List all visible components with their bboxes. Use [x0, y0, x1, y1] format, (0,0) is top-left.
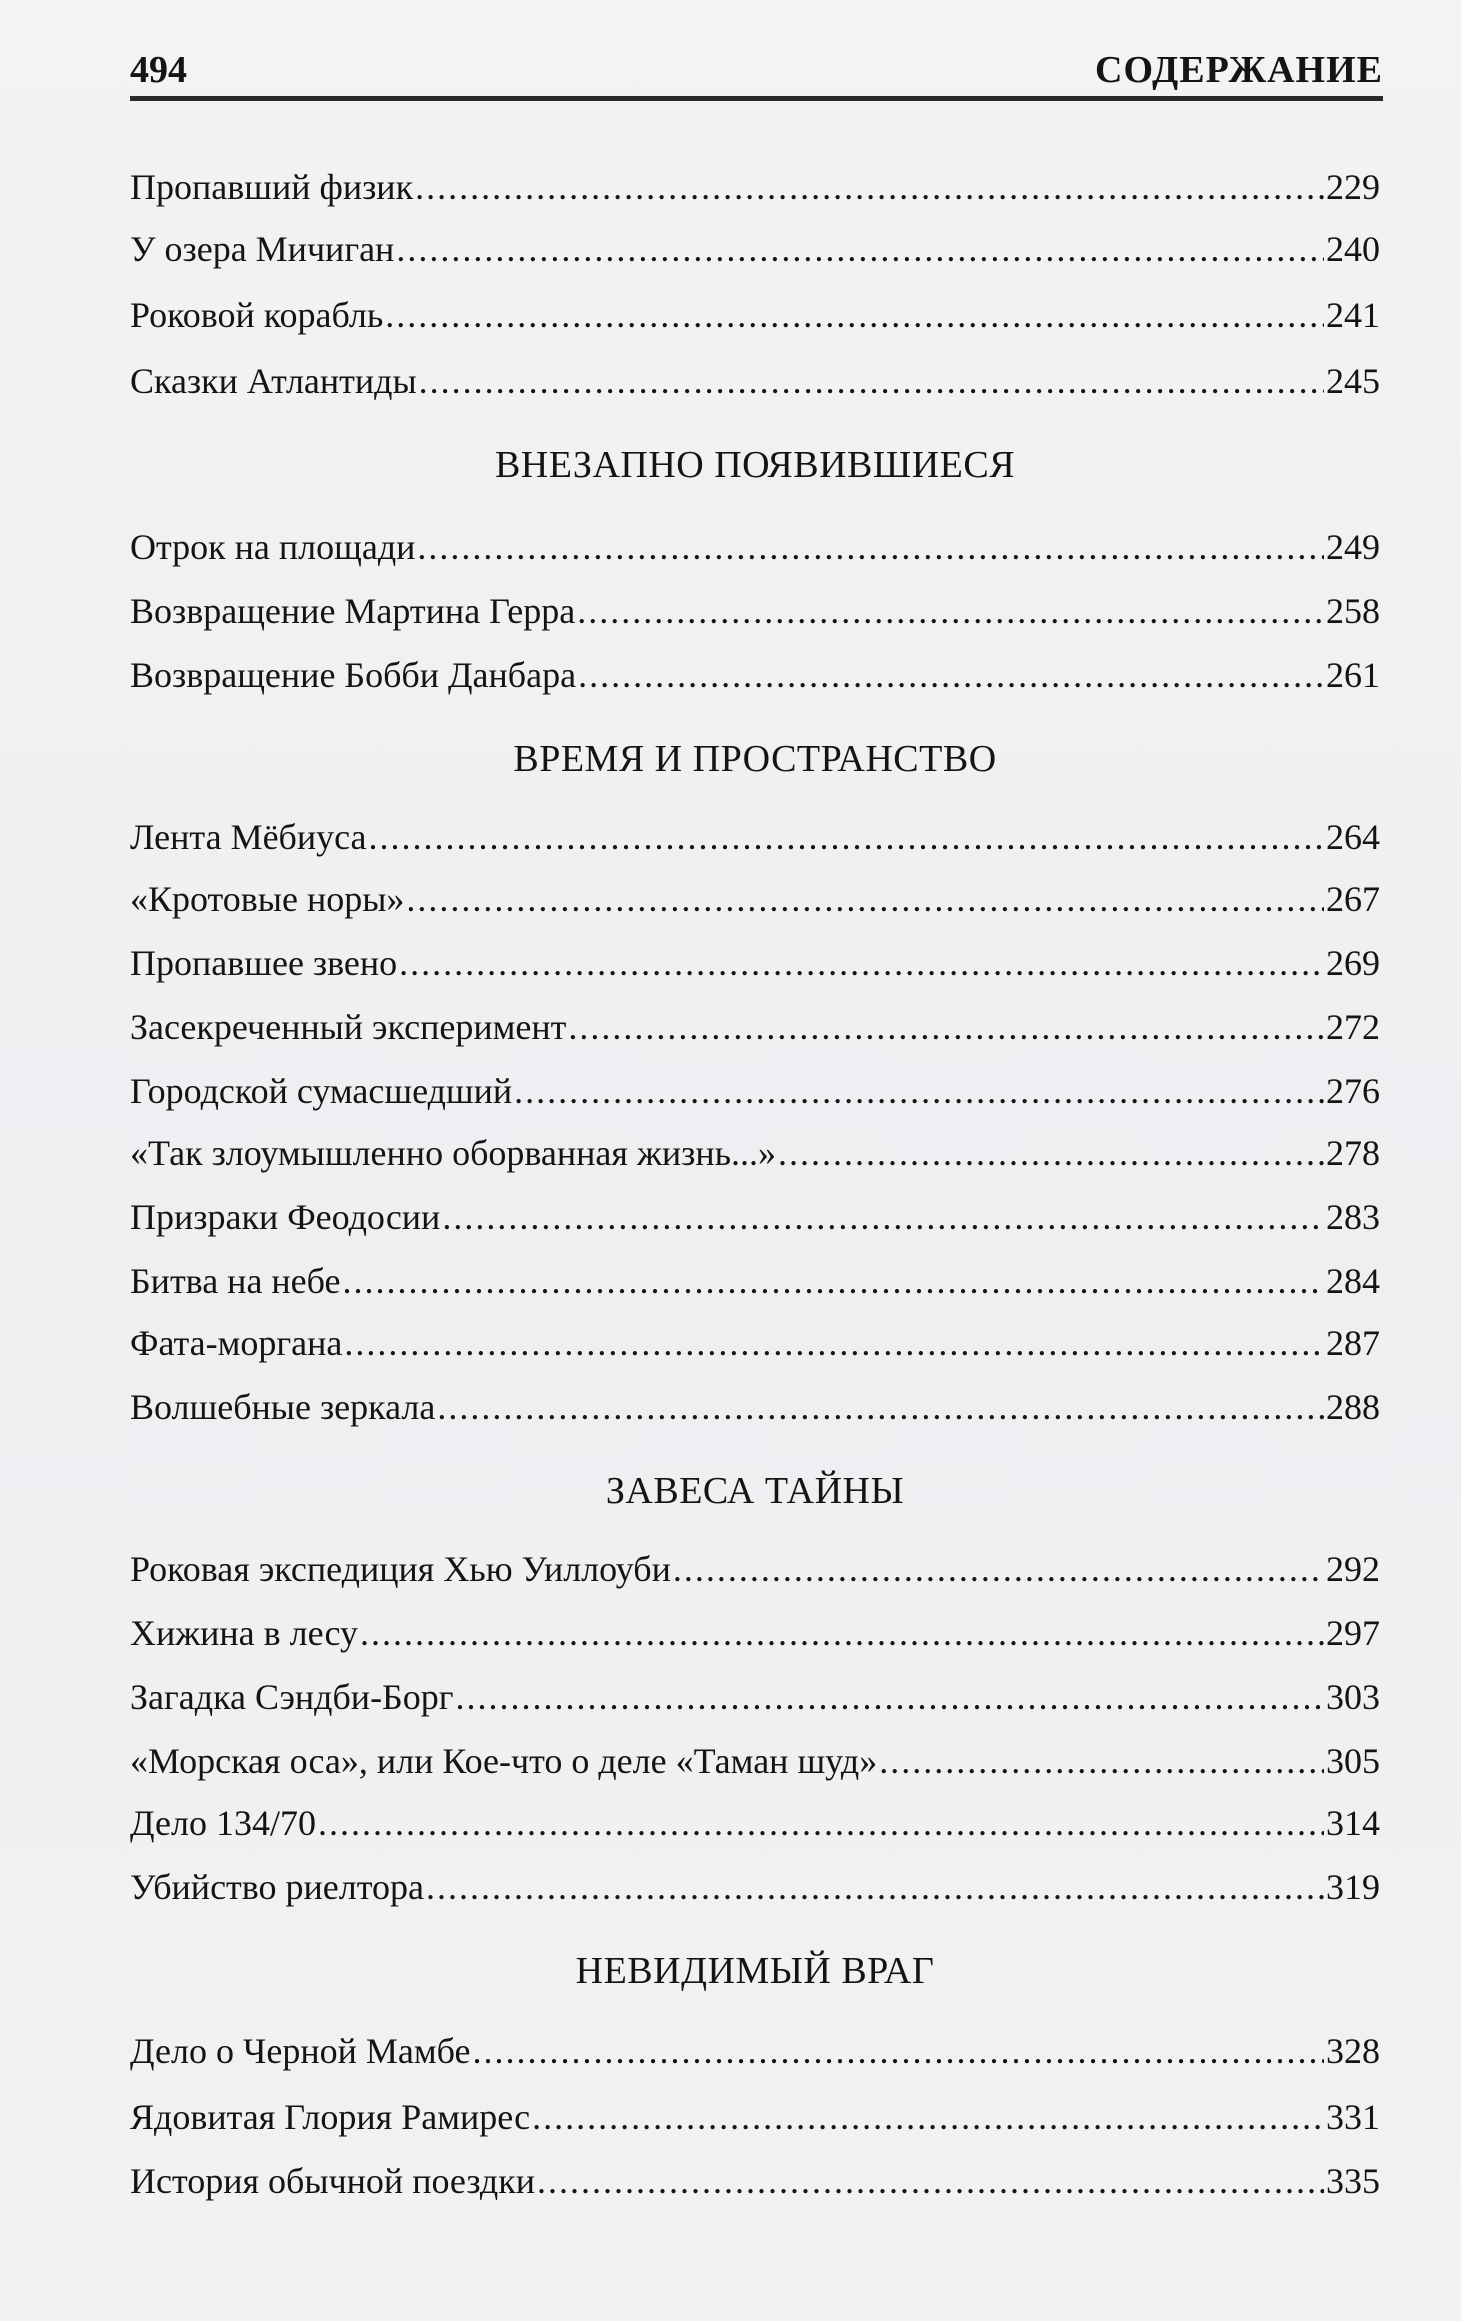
- dot-leader: [417, 522, 1324, 572]
- toc-entry: [130, 938, 1380, 988]
- entry-title: Пропавший физик: [130, 167, 414, 207]
- toc-entry: [130, 1862, 1380, 1912]
- toc-entry: [130, 1128, 1380, 1178]
- dot-leader: [537, 2156, 1324, 2206]
- entry-page: 267: [1326, 879, 1380, 919]
- dot-leader: [426, 1862, 1324, 1912]
- entry-page: 240: [1326, 229, 1380, 269]
- entry-page: 331: [1326, 2097, 1380, 2137]
- toc-entry: [130, 356, 1380, 406]
- dot-leader: [360, 1608, 1324, 1658]
- dot-leader: [442, 1192, 1324, 1242]
- entry-title: Пропавшее звено: [130, 943, 398, 983]
- entry-page: 292: [1326, 1549, 1380, 1589]
- page-header: [130, 48, 1383, 101]
- dot-leader: [577, 586, 1324, 636]
- entry-title: Битва на небе: [130, 1261, 341, 1301]
- toc-entry: [130, 1382, 1380, 1432]
- toc-entry: [130, 650, 1380, 700]
- toc-entry: [130, 522, 1380, 572]
- entry-title: Призраки Феодосии: [130, 1197, 441, 1237]
- dot-leader: [369, 812, 1324, 862]
- entry-title: Хижина в лесу: [130, 1613, 358, 1653]
- entry-page: 335: [1326, 2161, 1380, 2201]
- dot-leader: [532, 2092, 1324, 2142]
- entry-title: Засекреченный эксперимент: [130, 1007, 567, 1047]
- dot-leader: [342, 1256, 1324, 1306]
- toc-entry: [130, 1798, 1380, 1848]
- dot-leader: [344, 1318, 1324, 1368]
- dot-leader: [879, 1736, 1324, 1786]
- dot-leader: [778, 1128, 1324, 1178]
- entry-title: Городской сумасшедший: [130, 1071, 513, 1111]
- entry-page: 288: [1326, 1387, 1380, 1427]
- dot-leader: [568, 1002, 1324, 1052]
- toc-entry: [130, 874, 1380, 924]
- entry-page: 278: [1326, 1133, 1380, 1173]
- entry-title: Дело 134/70: [130, 1803, 316, 1843]
- entry-page: 283: [1326, 1197, 1380, 1237]
- entry-page: 303: [1326, 1677, 1380, 1717]
- entry-page: 284: [1326, 1261, 1380, 1301]
- toc-entry: [130, 1002, 1380, 1052]
- entry-page: 269: [1326, 943, 1380, 983]
- entry-title: Фата-моргана: [130, 1323, 343, 1363]
- entry-page: 319: [1326, 1867, 1380, 1907]
- toc-entry: [130, 2026, 1380, 2076]
- section-heading: ЗАВЕСА ТАЙНЫ: [605, 1470, 905, 1512]
- dot-leader: [385, 290, 1324, 340]
- dot-leader: [578, 650, 1324, 700]
- toc-entry: [130, 1736, 1380, 1786]
- entry-page: 305: [1326, 1741, 1380, 1781]
- entry-page: 258: [1326, 591, 1380, 631]
- toc-entry: [130, 290, 1380, 340]
- toc-entry: [130, 224, 1380, 274]
- toc-entry: [130, 1608, 1380, 1658]
- entry-title: Роковой корабль: [130, 295, 384, 335]
- toc-entry: [130, 812, 1380, 862]
- toc-entry: [130, 2092, 1380, 2142]
- entry-page: 314: [1326, 1803, 1380, 1843]
- entry-page: 249: [1326, 527, 1380, 567]
- dot-leader: [456, 1672, 1325, 1722]
- page-number: 494: [130, 49, 187, 91]
- dot-leader: [406, 874, 1324, 924]
- entry-title: Ядовитая Глория Рамирес: [130, 2097, 531, 2137]
- entry-title: Отрок на площади: [130, 527, 416, 567]
- entry-page: 241: [1326, 295, 1380, 335]
- dot-leader: [396, 224, 1324, 274]
- toc-entry: [130, 1192, 1380, 1242]
- toc-entry: [130, 1672, 1380, 1722]
- section-heading: ВНЕЗАПНО ПОЯВИВШИЕСЯ: [494, 444, 1016, 486]
- entry-title: Лента Мёбиуса: [130, 817, 367, 857]
- section-heading: НЕВИДИМЫЙ ВРАГ: [575, 1950, 935, 1992]
- entry-page: 261: [1326, 655, 1380, 695]
- entry-title: Волшебные зеркала: [130, 1387, 436, 1427]
- entry-title: Дело о Черной Мамбе: [130, 2031, 471, 2071]
- entry-title: «Кротовые норы»: [130, 879, 405, 919]
- entry-page: 297: [1326, 1613, 1380, 1653]
- dot-leader: [514, 1066, 1324, 1116]
- toc-entry: [130, 1256, 1380, 1306]
- dot-leader: [415, 162, 1324, 212]
- entry-page: 229: [1326, 167, 1380, 207]
- dot-leader: [673, 1544, 1324, 1594]
- section-heading: ВРЕМЯ И ПРОСТРАНСТВО: [513, 738, 997, 780]
- entry-title: Роковая экспедиция Хью Уиллоуби: [130, 1549, 671, 1589]
- dot-leader: [399, 938, 1324, 988]
- entry-title: История обычной поездки: [130, 2161, 535, 2201]
- toc-entry: [130, 1318, 1380, 1368]
- toc-entry: [130, 162, 1380, 212]
- entry-page: 272: [1326, 1007, 1380, 1047]
- entry-title: Загадка Сэндби-Борг: [130, 1677, 454, 1717]
- entry-page: 287: [1326, 1323, 1380, 1363]
- toc-entry: [130, 2156, 1380, 2206]
- toc-entry: [130, 586, 1380, 636]
- entry-page: 245: [1326, 361, 1380, 401]
- entry-title: Сказки Атлантиды: [130, 361, 417, 401]
- toc-entry: [130, 1066, 1380, 1116]
- dot-leader: [437, 1382, 1324, 1432]
- dot-leader: [419, 356, 1324, 406]
- dot-leader: [318, 1798, 1324, 1848]
- entry-page: 264: [1326, 817, 1380, 857]
- entry-title: «Так злоумышленно оборванная жизнь...»: [130, 1133, 776, 1173]
- entry-title: Убийство риелтора: [130, 1867, 424, 1907]
- dot-leader: [472, 2026, 1324, 2076]
- entry-title: У озера Мичиган: [130, 229, 395, 269]
- entry-title: «Морская оса», или Кое-что о деле «Таман шуд»: [130, 1741, 878, 1781]
- entry-page: 328: [1326, 2031, 1380, 2071]
- entry-page: 276: [1326, 1071, 1380, 1111]
- running-title: СОДЕРЖАНИЕ: [1095, 49, 1383, 91]
- toc-entry: [130, 1544, 1380, 1594]
- entry-title: Возвращение Бобби Данбара: [130, 655, 577, 695]
- entry-title: Возвращение Мартина Герра: [130, 591, 576, 631]
